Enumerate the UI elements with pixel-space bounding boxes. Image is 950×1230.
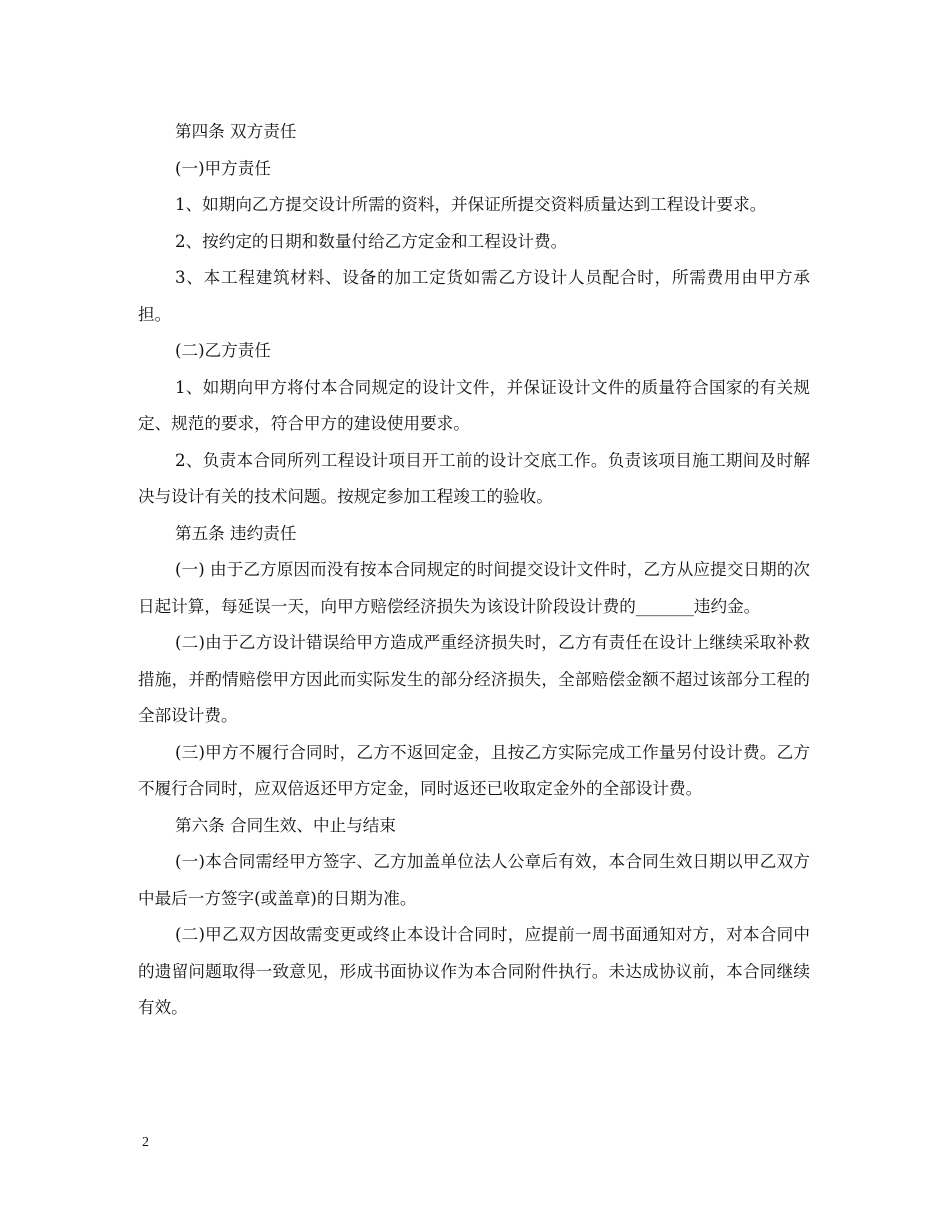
party-a-duties-heading: (一)甲方责任 bbox=[175, 158, 271, 178]
article-4-heading: 第四条 双方责任 bbox=[175, 122, 297, 141]
party-a-duty-1: 1、如期向乙方提交设计所需的资料，并保证所提交资料质量达到工程设计要求。 bbox=[175, 195, 767, 214]
article-5-heading: 第五条 违约责任 bbox=[175, 523, 297, 543]
article-6-heading: 第六条 合同生效、中止与结束 bbox=[175, 815, 396, 835]
party-a-duty-2: 2、按约定的日期和数量付给乙方定金和工程设计费。 bbox=[175, 231, 568, 251]
effect-clause-1: (一)本合同需经甲方签字、乙方加盖单位法人公章后有效，本合同生效日期以甲乙双方中最后一方签字(或盖章)的日期为准。 bbox=[138, 852, 810, 908]
party-b-duty-2: 2、负责本合同所列工程设计项目开工前的设计交底工作。负责该项目施工期间及时解决与设计有关的技术问题。按规定参加工程竣工的验收。 bbox=[138, 450, 810, 506]
page-number: 2 bbox=[142, 1135, 149, 1150]
breach-clause-2: (二)由于乙方设计错误给甲方造成严重经济损失时，乙方有责任在设计上继续采取补救措施，并酌情赔偿甲方因此而实际发生的部分经济损失，全部赔偿金额不超过该部分工程的全部设计费。 bbox=[138, 633, 810, 725]
party-a-duty-3: 3、本工程建筑材料、设备的加工定货如需乙方设计人员配合时，所需费用由甲方承担。 bbox=[138, 268, 810, 324]
breach-clause-3: (三)甲方不履行合同时，乙方不返回定金，且按乙方实际完成工作量另付设计费。乙方不履行合同时，应双倍返还甲方定金，同时返还已收取定金外的全部设计费。 bbox=[138, 742, 810, 798]
party-b-duties-heading: (二)乙方责任 bbox=[175, 341, 271, 360]
party-b-duty-1: 1、如期向甲方将付本合同规定的设计文件，并保证设计文件的质量符合国家的有关规定、规范的要求，符合甲方的建设使用要求。 bbox=[138, 377, 810, 433]
document-body bbox=[138, 114, 810, 1027]
effect-clause-2: (二)甲乙双方因故需变更或终止本设计合同时，应提前一周书面通知对方，对本合同中的遗留问题取得一致意见，形成书面协议作为本合同附件执行。未达成协议前，本合同继续有效。 bbox=[138, 925, 810, 1017]
breach-clause-1: (一) 由于乙方原因而没有按本合同规定的时间提交设计文件时，乙方从应提交日期的次日起计算，每延误一天，向甲方赔偿经济损失为该设计阶段设计费的_______违约金。 bbox=[138, 560, 810, 616]
